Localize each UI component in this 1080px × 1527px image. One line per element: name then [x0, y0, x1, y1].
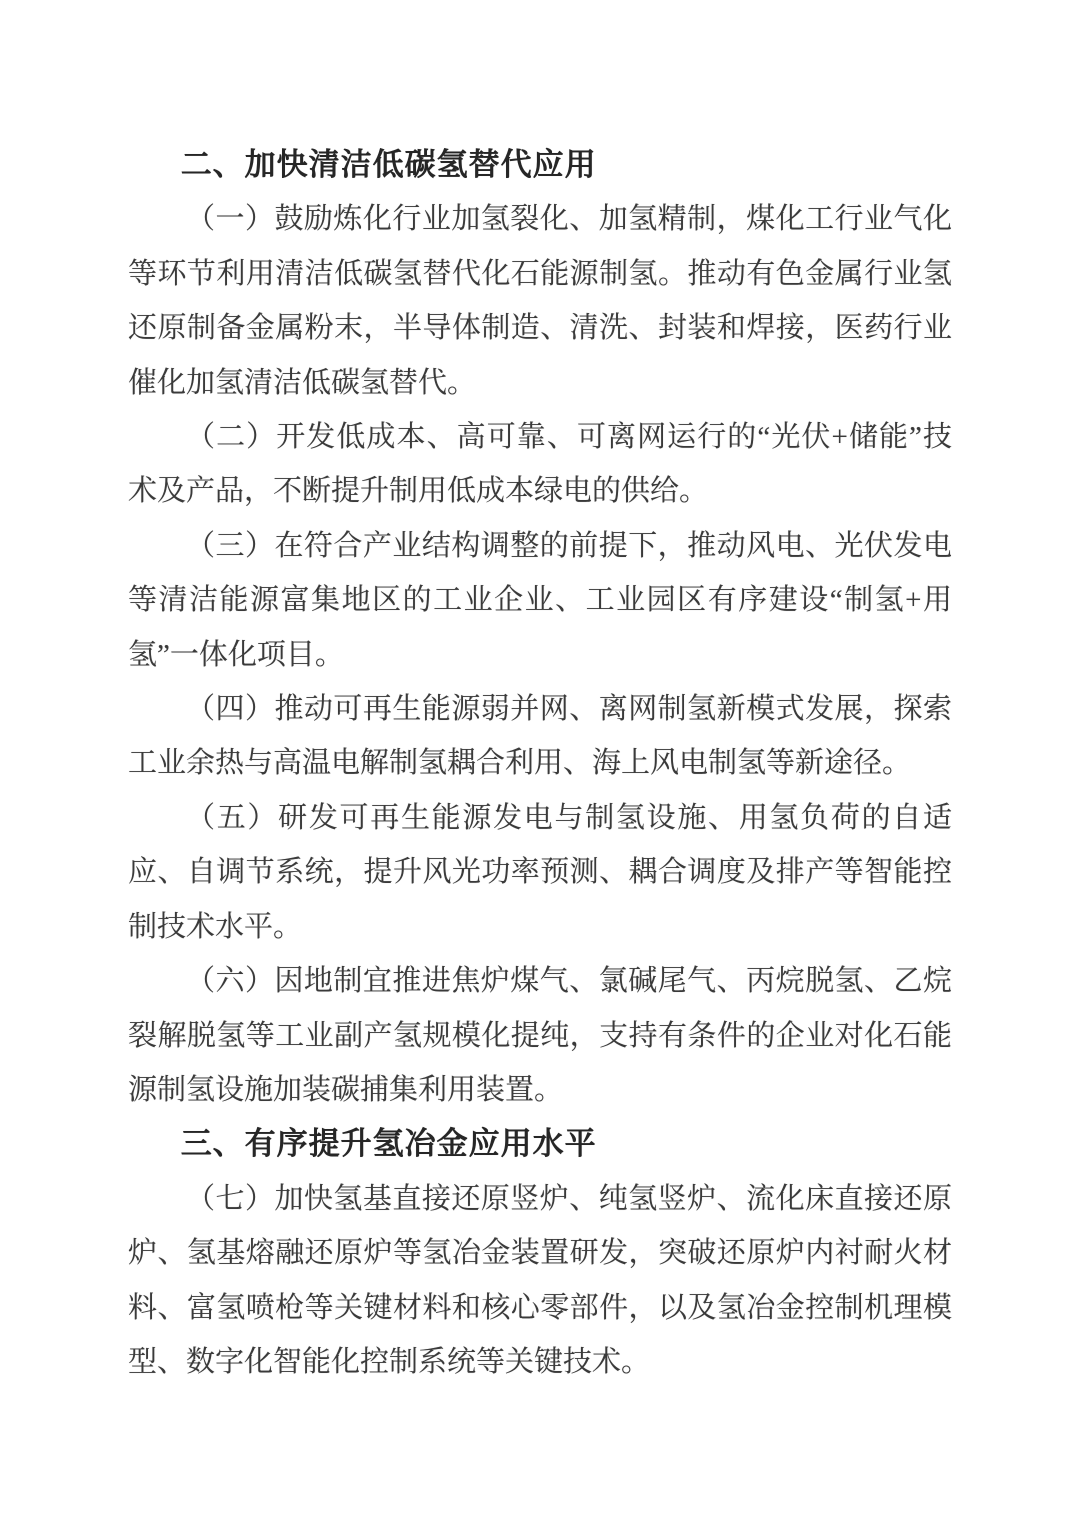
paragraph-5: （五）研发可再生能源发电与制氢设施、用氢负荷的自适应、自调节系统，提升风光功率预测、耦合调度及排产等智能控制技术水平。 [128, 801, 952, 943]
section-heading-3: 三、有序提升氢冶金应用水平 [180, 1126, 597, 1163]
paragraph-6: （六）因地制宜推进焦炉煤气、氯碱尾气、丙烷脱氢、乙烷裂解脱氢等工业副产氢规模化提纯，支持有条件的企业对化石能源制氢设施加装碳捕集利用装置。 [128, 965, 952, 1106]
paragraph-7: （七）加快氢基直接还原竖炉、纯氢竖炉、流化床直接还原炉、氢基熔融还原炉等氢冶金装置研发，突破还原炉内衬耐火材料、富氢喷枪等关键材料和核心零部件，以及氢冶金控制机理模型、数字化智能化控制系统等关键技术。 [128, 1182, 952, 1378]
paragraph-4: （四）推动可再生能源弱并网、离网制氢新模式发展，探索工业余热与高温电解制氢耦合利用、海上风电制氢等新途径。 [128, 693, 952, 780]
document-content [128, 138, 952, 1389]
paragraph-3: （三）在符合产业结构调整的前提下，推动风电、光伏发电等清洁能源富集地区的工业企业、工业园区有序建设“制氢+用氢”一体化项目。 [128, 529, 952, 671]
paragraph-1: （一）鼓励炼化行业加氢裂化、加氢精制，煤化工行业气化等环节利用清洁低碳氢替代化石能源制氢。推动有色金属行业氢还原制备金属粉末，半导体制造、清洗、封装和焊接，医药行业催化加氢清洁低碳氢替代。 [128, 203, 952, 399]
paragraph-2: （二）开发低成本、高可靠、可离网运行的“光伏+储能”技术及产品，不断提升制用低成本绿电的供给。 [128, 421, 952, 508]
section-heading-2: 二、加快清洁低碳氢替代应用 [180, 147, 597, 183]
section-clean-low-carbon-hydrogen [128, 138, 952, 1117]
section-hydrogen-metallurgy [128, 1117, 952, 1389]
